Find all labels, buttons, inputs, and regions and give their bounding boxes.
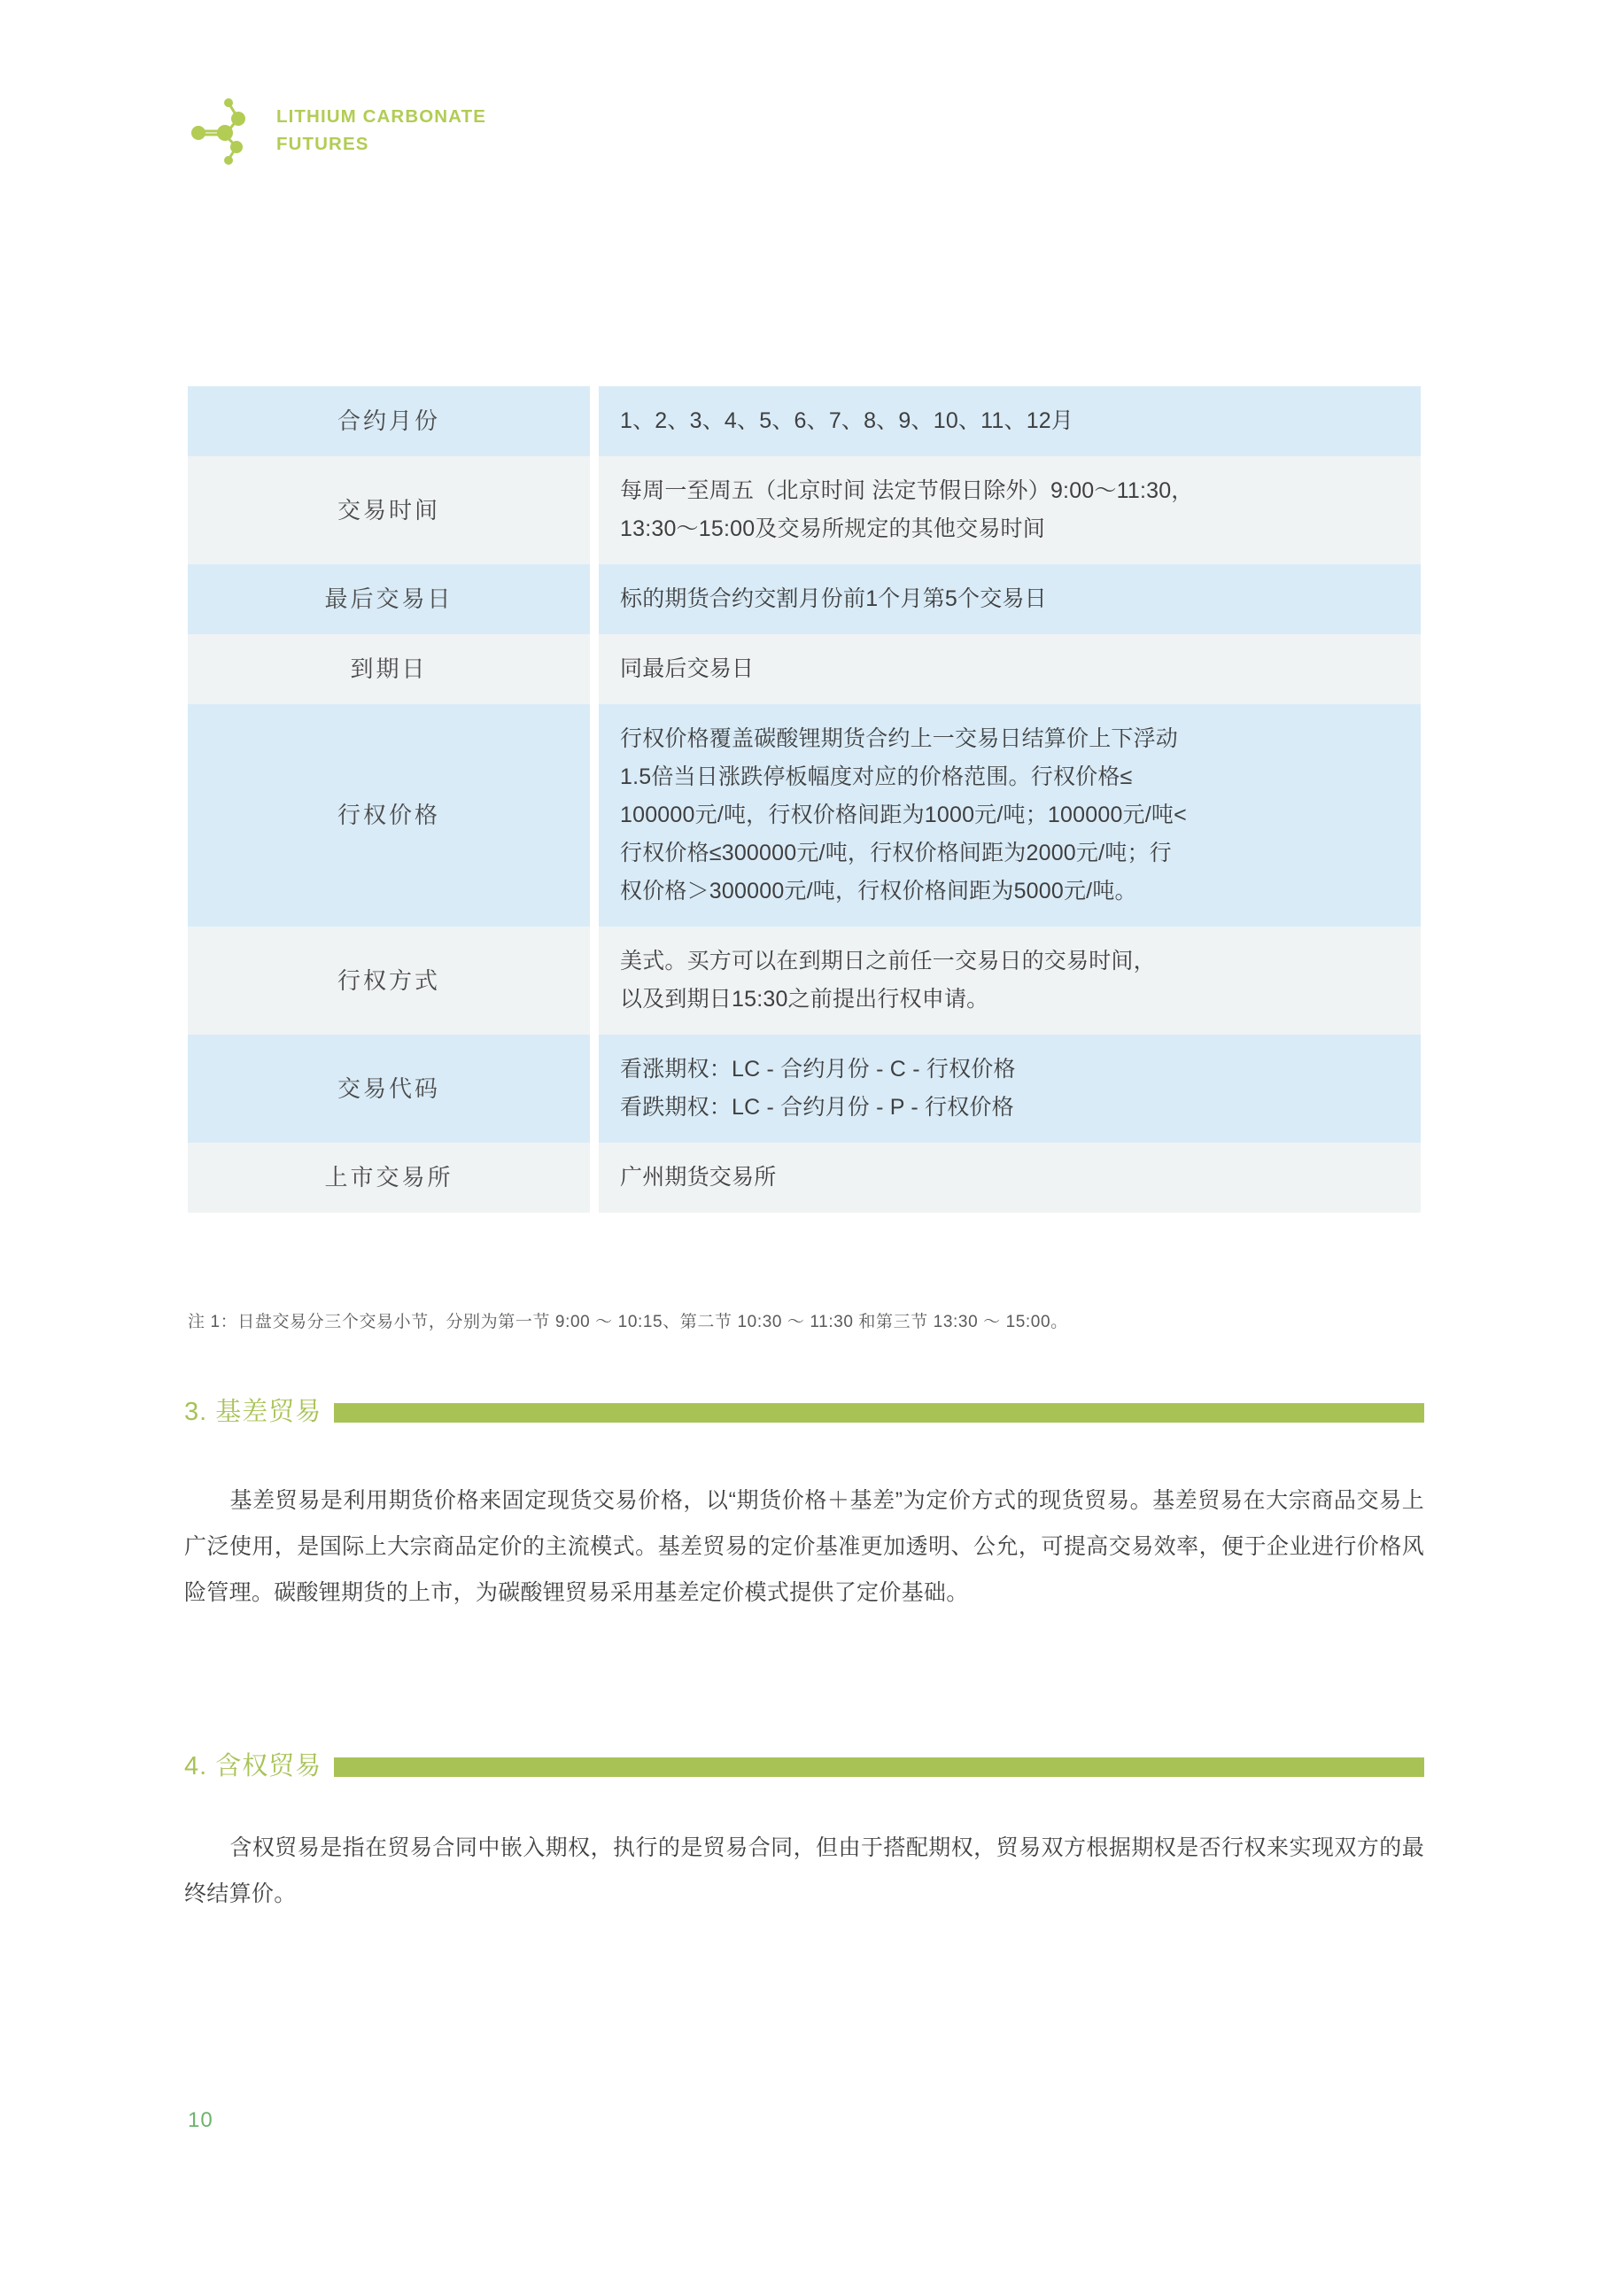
spec-value bbox=[599, 456, 1421, 564]
table-row bbox=[188, 704, 1421, 927]
spec-value bbox=[599, 1035, 1421, 1143]
spec-value bbox=[599, 386, 1421, 456]
section-4-paragraph bbox=[184, 1825, 1424, 1917]
spec-label: 行权方式 bbox=[188, 927, 590, 1035]
spec-value bbox=[599, 927, 1421, 1035]
spec-value bbox=[599, 564, 1421, 634]
column-gap bbox=[590, 386, 599, 456]
contract-spec-table bbox=[188, 386, 1421, 1213]
section-heading-3-title: 3. 基差贸易 bbox=[184, 1398, 322, 1426]
section-heading-4 bbox=[184, 1754, 1424, 1780]
spec-value bbox=[599, 704, 1421, 927]
spec-table-body bbox=[188, 386, 1421, 1213]
spec-value-line: 13:30～15:00及交易所规定的其他交易时间 bbox=[620, 516, 1045, 541]
section-heading-rule bbox=[334, 1403, 1424, 1423]
molecule-icon bbox=[188, 92, 257, 167]
spec-value-line: 100000元/吨，行权价格间距为1000元/吨；100000元/吨< bbox=[620, 803, 1187, 827]
column-gap bbox=[590, 634, 599, 704]
table-footnote: 注 1：日盘交易分三个交易小节，分别为第一节 9:00 ～ 10:15、第二节 10:30 ～ 11:30 和第三节 13:30 ～ 15:00。 bbox=[188, 1313, 1068, 1331]
spec-value-line: 看跌期权：LC - 合约月份 - P - 行权价格 bbox=[620, 1095, 1014, 1120]
table-row bbox=[188, 634, 1421, 704]
brand-logo bbox=[188, 92, 486, 167]
table-row bbox=[188, 927, 1421, 1035]
spec-label: 最后交易日 bbox=[188, 564, 590, 634]
column-gap bbox=[590, 927, 599, 1035]
table-row bbox=[188, 564, 1421, 634]
spec-value-line: 美式。买方可以在到期日之前任一交易日的交易时间， bbox=[620, 949, 1156, 973]
spec-value-line: 标的期货合约交割月份前1个月第5个交易日 bbox=[620, 586, 1047, 611]
spec-label: 行权价格 bbox=[188, 704, 590, 927]
spec-label: 到期日 bbox=[188, 634, 590, 704]
spec-value-line: 看涨期权：LC - 合约月份 - C - 行权价格 bbox=[620, 1057, 1016, 1082]
column-gap bbox=[590, 456, 599, 564]
spec-value-line: 同最后交易日 bbox=[620, 656, 755, 681]
page-number: 10 bbox=[188, 2108, 213, 2132]
brand-line-1: LITHIUM CARBONATE bbox=[276, 105, 486, 127]
spec-value-line: 行权价格覆盖碳酸锂期货合约上一交易日结算价上下浮动 bbox=[620, 726, 1179, 751]
spec-label: 合约月份 bbox=[188, 386, 590, 456]
column-gap bbox=[590, 564, 599, 634]
spec-value-line: 以及到期日15:30之前提出行权申请。 bbox=[620, 987, 989, 1012]
section-heading-3 bbox=[184, 1400, 1424, 1425]
section-heading-4-title: 4. 含权贸易 bbox=[184, 1752, 322, 1780]
brand-line-2: FUTURES bbox=[276, 133, 369, 154]
section-heading-rule bbox=[334, 1757, 1424, 1777]
spec-value bbox=[599, 1143, 1421, 1213]
column-gap bbox=[590, 1143, 599, 1213]
brand-wordmark bbox=[276, 104, 486, 155]
spec-label: 交易代码 bbox=[188, 1035, 590, 1143]
spec-label: 交易时间 bbox=[188, 456, 590, 564]
paragraph-text: 基差贸易是利用期货价格来固定现货交易价格，以“期货价格＋基差”为定价方式的现货贸易。基差贸易在大宗商品交易上广泛使用，是国际上大宗商品定价的主流模式。基差贸易的定价基准更加透明、公允，可提高交易效率，便于企业进行价格风险管理。碳酸锂期货的上市，为碳酸锂贸易采用基差定价模式提供了定价基础。 bbox=[184, 1488, 1424, 1605]
spec-value-line: 1.5倍当日涨跌停板幅度对应的价格范围。行权价格≤ bbox=[620, 764, 1133, 789]
column-gap bbox=[590, 1035, 599, 1143]
spec-value bbox=[599, 634, 1421, 704]
spec-value-line: 广州期货交易所 bbox=[620, 1165, 777, 1190]
spec-value-line: 权价格＞300000元/吨，行权价格间距为5000元/吨。 bbox=[620, 879, 1137, 904]
spec-value-line: 行权价格≤300000元/吨，行权价格间距为2000元/吨；行 bbox=[620, 841, 1172, 865]
paragraph-text: 含权贸易是指在贸易合同中嵌入期权，执行的是贸易合同，但由于搭配期权，贸易双方根据期权是否行权来实现双方的最终结算价。 bbox=[184, 1835, 1424, 1906]
table-row bbox=[188, 456, 1421, 564]
spec-label: 上市交易所 bbox=[188, 1143, 590, 1213]
section-3-paragraph bbox=[184, 1478, 1424, 1616]
table-row bbox=[188, 386, 1421, 456]
table-row bbox=[188, 1035, 1421, 1143]
column-gap bbox=[590, 704, 599, 927]
spec-value-line: 每周一至周五（北京时间 法定节假日除外）9:00～11:30， bbox=[620, 478, 1194, 503]
table-row bbox=[188, 1143, 1421, 1213]
spec-value-line: 1、2、3、4、5、6、7、8、9、10、11、12月 bbox=[620, 408, 1074, 433]
